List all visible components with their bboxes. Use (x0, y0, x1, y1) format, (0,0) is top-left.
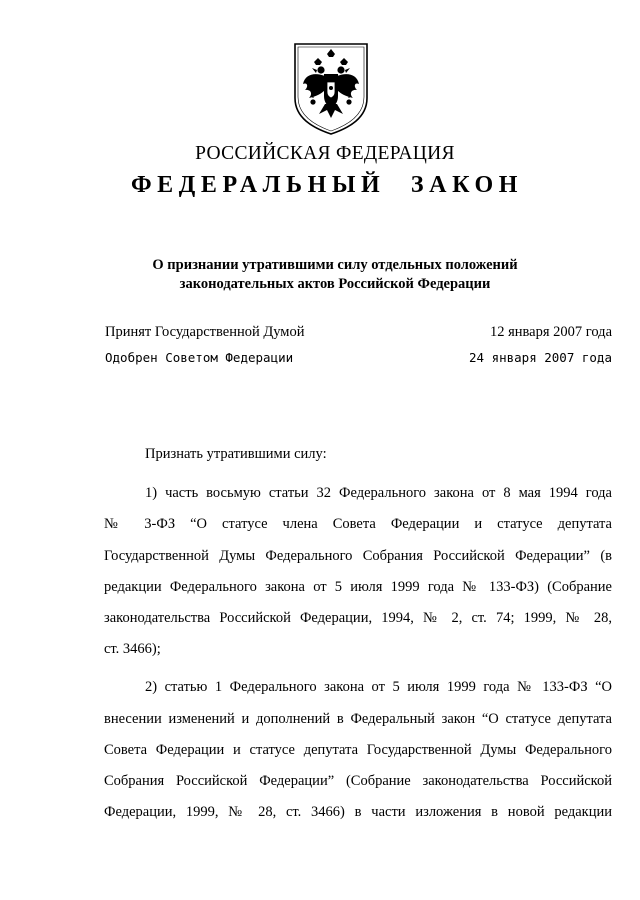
council-label: Одобрен Советом Федерации (105, 350, 294, 365)
item-1-line: ст. 3466); (104, 641, 161, 658)
council-date: 24 января 2007 года (469, 350, 612, 365)
country-heading: РОССИЙСКАЯ ФЕДЕРАЦИЯ (195, 143, 455, 164)
law-type-heading: ФЕДЕРАЛЬНЫЙ ЗАКОН (130, 172, 524, 198)
intro-paragraph (104, 439, 612, 470)
item-2-line: Федерации, 1999, № 28, ст. 3466) в части изложения в новой редакции (104, 804, 612, 821)
item-1-line: 1) часть восьмую статьи 32 Федерального закона от 8 мая 1994 года (145, 485, 612, 502)
duma-label: Принят Государственной Думой (105, 324, 305, 340)
coat-of-arms-icon (291, 40, 371, 136)
intro-line: Признать утратившими силу: (145, 446, 327, 462)
item-1-line: законодательства Российской Федерации, 1994, № 2, ст. 74; 1999, № 28, (104, 609, 612, 626)
item-2-line: внесении изменений и дополнений в Федеральный закон “О статусе депутата (104, 710, 612, 727)
item-1-paragraph (104, 478, 612, 665)
item-1-line: Государственной Думы Федерального Собрания Российской Федерации” (в (104, 547, 612, 564)
item-2-line: Совета Федерации и статусе депутата Государственной Думы Федерального (104, 741, 612, 758)
law-title (0, 256, 640, 294)
duma-date: 12 января 2007 года (489, 324, 612, 340)
law-body (104, 439, 612, 835)
item-2-paragraph (104, 672, 612, 828)
law-title-line: О признании утратившими силу отдельных положений (152, 257, 518, 273)
law-title-line: законодательных актов Российской Федерации (179, 276, 491, 292)
item-2-line: Собрания Российской Федерации” (Собрание законодательства Российской (104, 772, 612, 789)
item-1-line: редакции Федерального закона от 5 июля 1999 года № 133-ФЗ) (Собрание (104, 578, 612, 595)
item-1-line: № 3-ФЗ “О статусе члена Совета Федерации и статусе депутата (104, 516, 612, 533)
item-2-line: 2) статью 1 Федерального закона от 5 июля 1999 года № 133-ФЗ “О (145, 679, 612, 696)
